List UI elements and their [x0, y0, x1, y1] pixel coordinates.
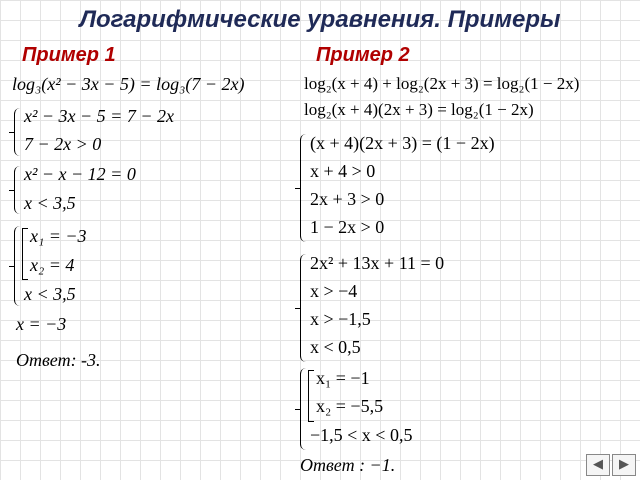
ex1-system1-brace — [14, 108, 23, 156]
ex1-solution: x = −3 — [16, 314, 67, 334]
ex1-system3-square-bracket — [22, 228, 29, 280]
ex1-sys2-line2: x < 3,5 — [24, 193, 76, 213]
ex2-sys3-cond: −1,5 < x < 0,5 — [310, 425, 413, 445]
ex1-sys3-cond: x < 3,5 — [24, 284, 76, 304]
ex2-root1: x₁ = −1 — [316, 368, 370, 388]
ex2-root2: x₂ = −5,5 — [316, 396, 384, 416]
ex2-system3-square-bracket — [308, 370, 315, 422]
ex2-sys1-line1: (x + 4)(2x + 3) = (1 − 2x) — [310, 133, 495, 153]
example-1-heading: Пример 1 — [22, 44, 116, 66]
ex2-equation2: log₂(x + 4)(2x + 3) = log₂(1 − 2x) — [304, 100, 534, 119]
ex2-sys2-line1: 2x² + 13x + 11 = 0 — [310, 253, 445, 273]
ex2-system1-brace — [300, 134, 309, 242]
ex1-answer: Ответ: -3. — [16, 350, 101, 370]
prev-slide-button[interactable]: ◀ — [586, 454, 610, 476]
ex1-sys1-line2: 7 − 2x > 0 — [24, 134, 102, 154]
page-title: Логарифмические уравнения. Примеры — [79, 6, 561, 33]
ex2-sys2-line4: x < 0,5 — [310, 337, 361, 357]
ex2-sys1-line2: x + 4 > 0 — [310, 161, 376, 181]
next-slide-button[interactable]: ▶ — [612, 454, 636, 476]
ex1-sys1-line1: x² − 3x − 5 = 7 − 2x — [24, 106, 174, 126]
example-2-heading: Пример 2 — [316, 44, 410, 66]
ex2-answer: Ответ : −1. — [300, 455, 396, 475]
ex1-equation: log₃(x² − 3x − 5) = log₃(7 − 2x) — [12, 74, 245, 94]
ex1-root2: x₂ = 4 — [30, 255, 75, 275]
ex2-sys1-line3: 2x + 3 > 0 — [310, 189, 385, 209]
ex1-sys2-line1: x² − x − 12 = 0 — [24, 164, 136, 184]
ex2-sys2-line3: x > −1,5 — [310, 309, 371, 329]
ex2-sys1-line4: 1 − 2x > 0 — [310, 217, 385, 237]
ex2-system2-brace — [300, 254, 309, 362]
ex1-system2-brace — [14, 166, 23, 214]
ex1-root1: x₁ = −3 — [30, 226, 87, 246]
ex2-sys2-line2: x > −4 — [310, 281, 358, 301]
ex2-equation1: log₂(x + 4) + log₂(2x + 3) = log₂(1 − 2x) — [304, 74, 580, 93]
